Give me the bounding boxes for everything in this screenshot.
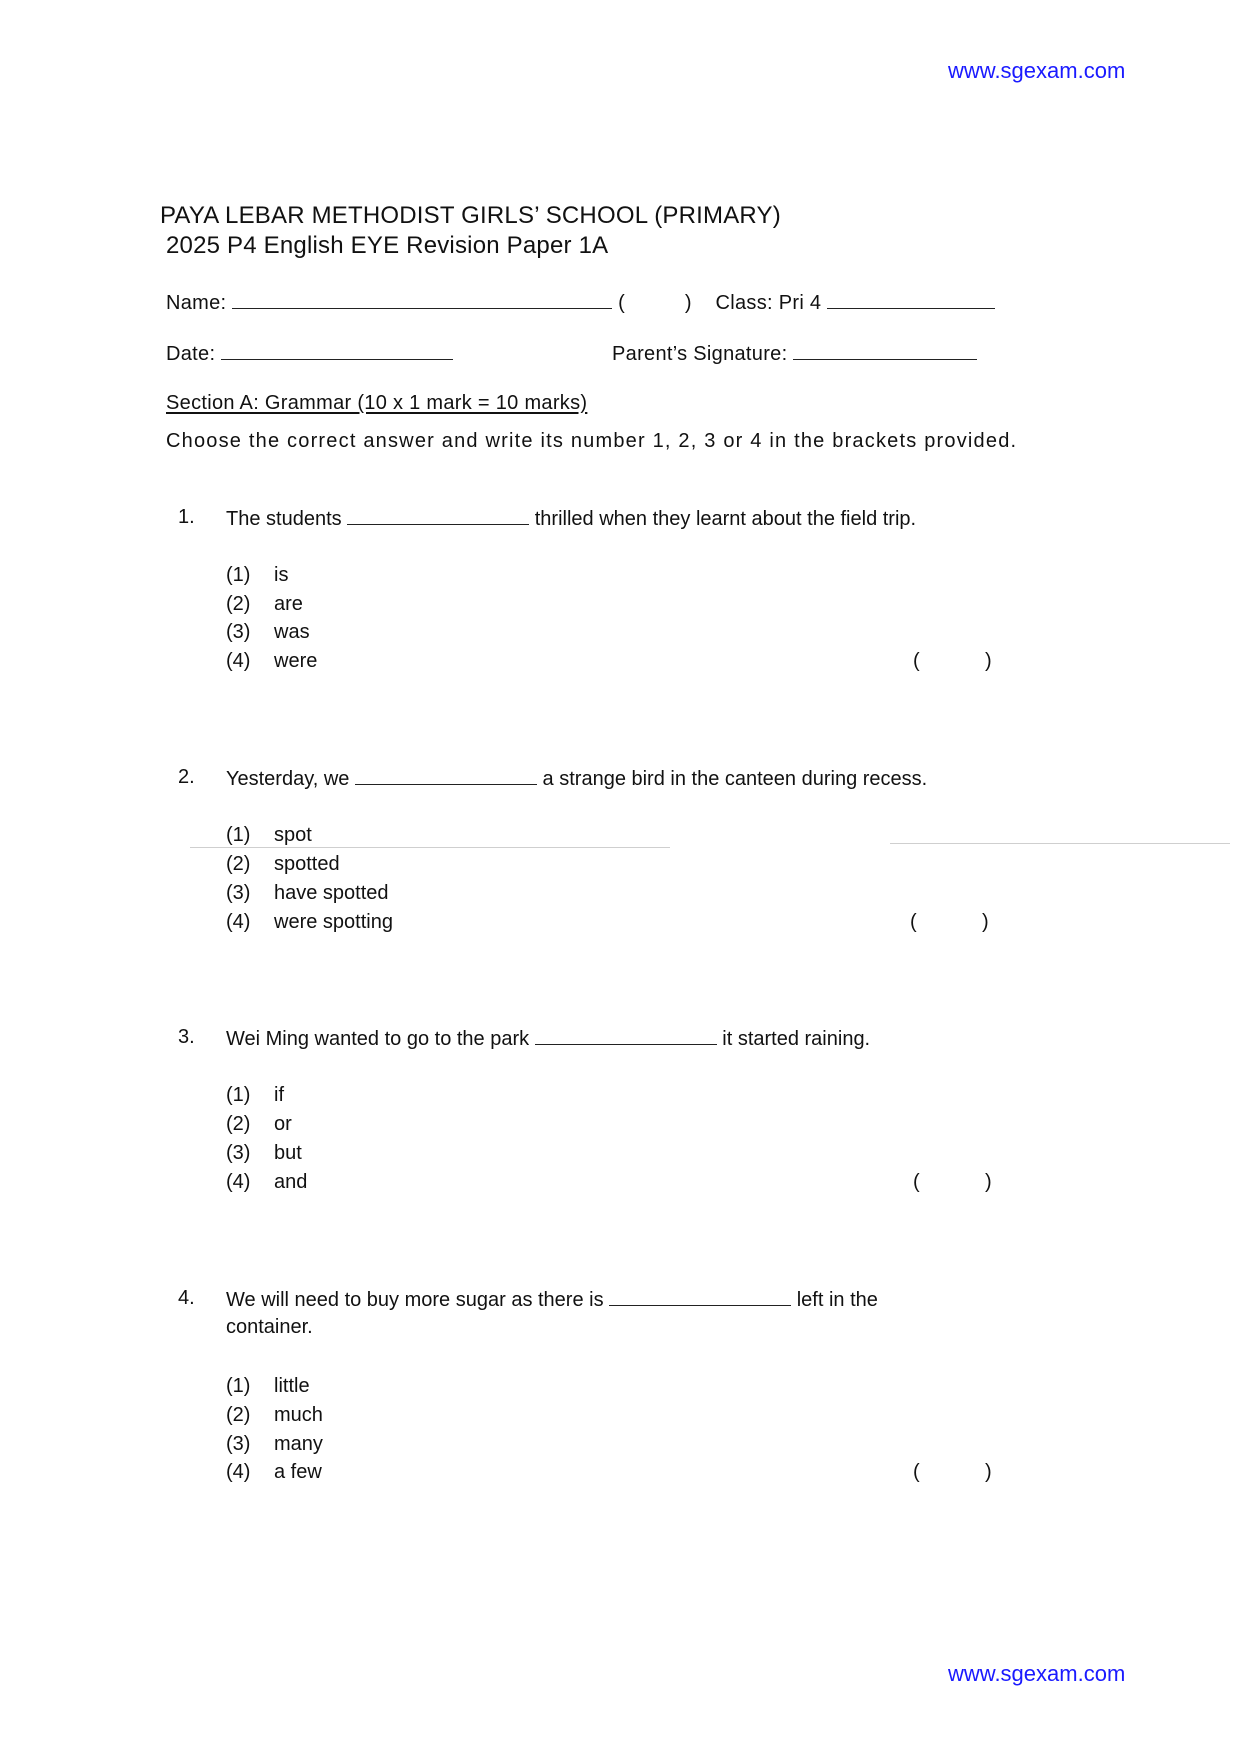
question-number: 4. (178, 1287, 195, 1309)
question-stem-start: Yesterday, we (226, 768, 350, 790)
name-row (166, 290, 995, 315)
option-1: (1) if (226, 1084, 284, 1106)
paper-title: 2025 P4 English EYE Revision Paper 1A (166, 232, 609, 259)
footer-website-link[interactable]: www.sgexam.com (948, 1661, 1126, 1686)
option-1: (1) is (226, 564, 289, 586)
option-4: (4) and (226, 1171, 308, 1193)
option-4: (4) were spotting (226, 911, 393, 933)
question-text (226, 1026, 870, 1051)
question-3 (178, 1026, 1078, 1056)
index-close-bracket: ) (684, 292, 692, 314)
instructions: Choose the correct answer and write its number 1, 2, 3 or 4 in the brackets provided. (166, 430, 1018, 452)
question-stem-continuation: container. (226, 1316, 313, 1338)
answer-blank (355, 766, 537, 785)
question-text (226, 506, 916, 531)
option-2: (2) spotted (226, 853, 340, 875)
option-1: (1) spot (226, 824, 312, 846)
question-stem-end: it started raining. (722, 1028, 871, 1050)
name-label: Name: (166, 292, 227, 314)
question-stem-start: The students (226, 508, 342, 530)
answer-bracket[interactable]: ( ) (910, 911, 989, 933)
question-text (226, 1287, 878, 1312)
question-text (226, 766, 927, 791)
question-number: 1. (178, 506, 195, 528)
school-name: PAYA LEBAR METHODIST GIRLS’ SCHOOL (PRIMARY) (160, 202, 781, 229)
question-4 (178, 1287, 1078, 1347)
date-label: Date: (166, 343, 216, 365)
question-2 (178, 766, 1078, 796)
header-website-link[interactable]: www.sgexam.com (948, 58, 1126, 83)
answer-blank (347, 506, 529, 525)
option-4: (4) a few (226, 1461, 322, 1483)
question-number: 2. (178, 766, 195, 788)
index-open-bracket: ( (618, 292, 626, 314)
question-stem-end: a strange bird in the canteen during recess. (542, 768, 928, 790)
signature-field[interactable] (793, 341, 977, 360)
answer-bracket[interactable]: ( ) (913, 1461, 992, 1483)
date-field[interactable] (221, 341, 453, 360)
option-1: (1) little (226, 1375, 310, 1397)
date-row (166, 341, 453, 366)
option-4: (4) were (226, 650, 318, 672)
class-field[interactable] (827, 290, 995, 309)
option-2: (2) much (226, 1404, 323, 1426)
option-2: (2) are (226, 593, 303, 615)
option-3: (3) but (226, 1142, 302, 1164)
question-stem-start: Wei Ming wanted to go to the park (226, 1028, 530, 1050)
question-number: 3. (178, 1026, 195, 1048)
class-label: Class: Pri 4 (715, 292, 822, 314)
question-1 (178, 506, 1078, 536)
answer-blank (535, 1026, 717, 1045)
answer-bracket[interactable]: ( ) (913, 1171, 992, 1193)
answer-blank (609, 1287, 791, 1306)
section-title: Section A: Grammar (10 x 1 mark = 10 marks) (166, 392, 588, 414)
name-field[interactable] (232, 290, 612, 309)
scan-artifact-line (890, 843, 1230, 844)
question-stem-end: left in the (796, 1289, 878, 1311)
scan-artifact-line (190, 847, 670, 848)
signature-row (612, 341, 977, 366)
answer-bracket[interactable]: ( ) (913, 650, 992, 672)
option-3: (3) many (226, 1433, 323, 1455)
option-3: (3) was (226, 621, 310, 643)
question-stem-start: We will need to buy more sugar as there is (226, 1289, 604, 1311)
signature-label: Parent’s Signature: (612, 343, 788, 365)
option-3: (3) have spotted (226, 882, 389, 904)
question-stem-end: thrilled when they learnt about the field trip. (534, 508, 917, 530)
option-2: (2) or (226, 1113, 292, 1135)
